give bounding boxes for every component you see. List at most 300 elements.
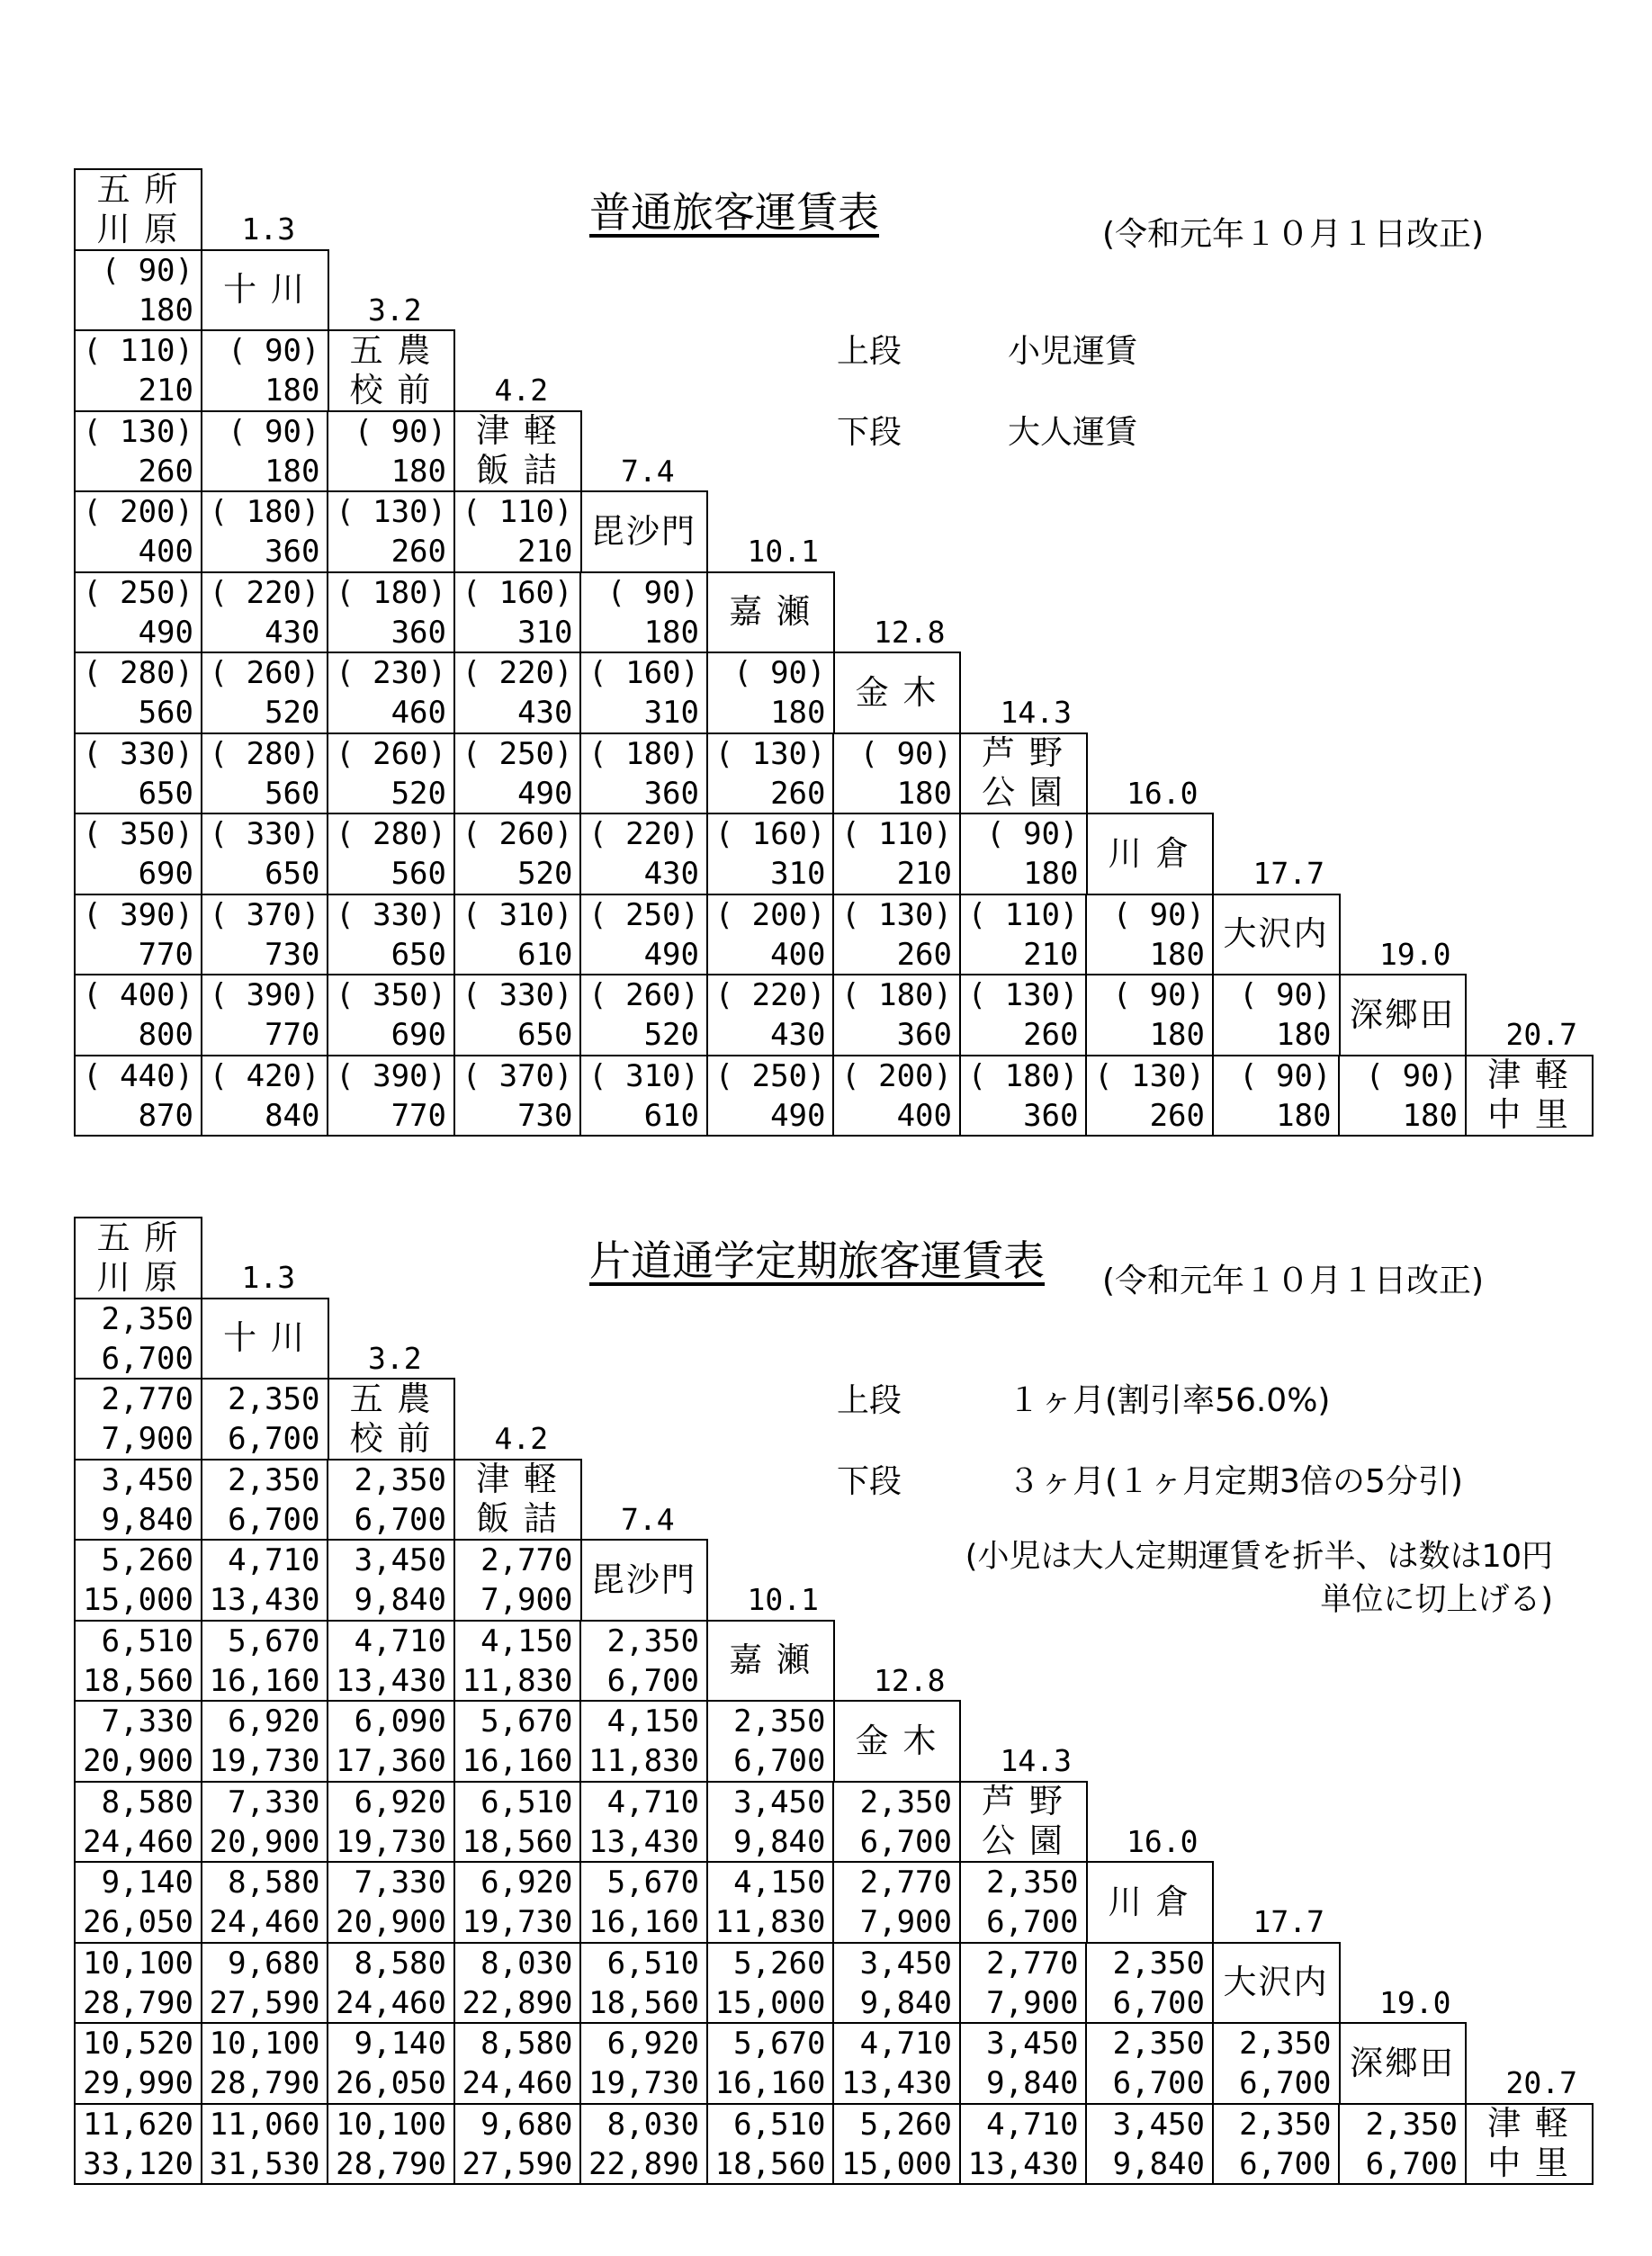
fare-upper-value: ( 220) [588, 816, 699, 852]
fare-cell [201, 571, 329, 654]
fare-upper-value: ( 230) [336, 655, 446, 691]
fare-upper-value: 2,350 [1239, 2106, 1332, 2143]
fare-upper-value: ( 90) [859, 735, 952, 772]
fare-cell [74, 1781, 202, 1864]
fare-upper-value: ( 200) [714, 896, 826, 933]
distance-label: 10.1 [747, 1582, 819, 1617]
fare-upper-value: 10,100 [83, 1945, 193, 1982]
fare-cell [832, 1055, 961, 1137]
fare-cell [579, 1781, 708, 1864]
fare-upper-value: 8,580 [228, 1865, 320, 1901]
station-cell: 津 軽 飯 詰 [453, 1459, 582, 1541]
fare-upper-value: ( 330) [462, 977, 573, 1013]
fare-cell [453, 2022, 582, 2105]
fare-upper-value: 7,330 [354, 1865, 446, 1901]
fare-cell [959, 1861, 1088, 1944]
fare-upper-value: ( 160) [588, 655, 699, 691]
fare-cell [201, 813, 329, 895]
fare-lower-value: 430 [517, 695, 573, 731]
fare-cell [453, 894, 582, 976]
fare-lower-value: 730 [265, 936, 320, 973]
fare-upper-value: 2,770 [986, 1945, 1079, 1982]
fare-lower-value: 210 [1023, 936, 1079, 973]
fare-cell [201, 1620, 329, 1703]
fare-lower-value: 650 [391, 936, 446, 973]
fare-cell [579, 1942, 708, 2025]
fare-lower-value: 260 [896, 936, 952, 973]
fare-lower-value: 26,050 [336, 2065, 446, 2101]
fare-upper-value: 8,030 [480, 1945, 573, 1982]
fare-cell [327, 1700, 455, 1783]
fare-cell [74, 410, 202, 493]
fare-upper-value: 7,330 [101, 1703, 193, 1739]
fare-lower-value: 490 [517, 775, 573, 812]
fare-upper-value: 4,710 [859, 2026, 952, 2062]
station-cell: 毘沙門 [579, 1539, 708, 1622]
fare-upper-value: 5,260 [859, 2106, 952, 2143]
fare-upper-value: 9,680 [480, 2106, 573, 2143]
fare-lower-value: 770 [265, 1017, 320, 1053]
fare-upper-value: 5,260 [101, 1542, 193, 1578]
fare-cell [959, 1942, 1088, 2025]
fare-upper-value: ( 200) [83, 494, 193, 530]
fare-upper-value: ( 390) [83, 896, 193, 933]
fare-upper-value: 5,670 [733, 2026, 826, 2062]
fare-cell [1338, 1055, 1467, 1137]
fare-cell [453, 2103, 582, 2186]
fare-lower-value: 520 [391, 775, 446, 812]
fare-upper-value: 8,580 [480, 2026, 573, 2062]
distance-label: 16.0 [1127, 1823, 1199, 1859]
fare-cell [959, 2022, 1088, 2105]
fare-cell [74, 894, 202, 976]
fare-cell [327, 1942, 455, 2025]
fare-upper-value: 2,350 [1239, 2026, 1332, 2062]
fare-upper-value: ( 90) [1112, 896, 1205, 933]
fare-cell [706, 1861, 835, 1944]
distance-label: 17.7 [1252, 856, 1324, 891]
fare-lower-value: 490 [643, 936, 699, 973]
fare-upper-value: ( 370) [209, 896, 320, 933]
fare-upper-value: ( 250) [588, 896, 699, 933]
fare-upper-value: 2,350 [606, 1622, 699, 1659]
fare-lower-value: 6,700 [859, 1823, 952, 1860]
fare-lower-value: 360 [391, 614, 446, 651]
fare-upper-value: ( 400) [83, 977, 193, 1013]
fare-cell [1212, 1055, 1341, 1137]
fare-cell [579, 1700, 708, 1783]
fare-lower-value: 650 [517, 1017, 573, 1053]
fare-upper-value: 2,770 [480, 1542, 573, 1578]
distance-label: 3.2 [368, 1340, 422, 1376]
fare-upper-value: 9,140 [354, 2026, 446, 2062]
fare-cell [453, 490, 582, 573]
fare-upper-value: ( 260) [209, 655, 320, 691]
fare-lower-value: 19,730 [336, 1823, 446, 1860]
fare-cell [706, 1700, 835, 1783]
fare-cell [832, 1942, 961, 2025]
fare-cell [74, 249, 202, 332]
fare-lower-value: 11,830 [462, 1662, 573, 1699]
legend-lower-label: 下段 [837, 414, 902, 451]
fare-lower-value: 800 [138, 1017, 193, 1053]
fare-lower-value: 6,700 [228, 1421, 320, 1457]
fare-cell [706, 2022, 835, 2105]
fare-lower-value: 180 [896, 775, 952, 812]
fare-upper-value: 8,580 [101, 1784, 193, 1820]
fare-lower-value: 180 [1402, 1097, 1458, 1134]
fare-upper-value: ( 160) [462, 574, 573, 611]
distance-label: 17.7 [1252, 1904, 1324, 1939]
fare-lower-value: 9,840 [986, 2065, 1079, 2101]
fare-lower-value: 13,430 [588, 1823, 699, 1860]
fare-lower-value: 15,000 [714, 1984, 826, 2021]
distance-label: 4.2 [494, 373, 549, 408]
fare-cell [959, 1055, 1088, 1137]
station-cell: 五 農 校 前 [327, 1378, 455, 1461]
fare-cell [1085, 974, 1214, 1056]
fare-upper-value: ( 220) [209, 574, 320, 611]
fare-lower-value: 9,840 [354, 1582, 446, 1618]
fare-cell [201, 1539, 329, 1622]
fare-upper-value: ( 180) [336, 574, 446, 611]
fare-cell [201, 490, 329, 573]
fare-lower-value: 180 [138, 292, 193, 328]
fare-upper-value: 3,450 [1112, 2106, 1205, 2143]
legend-lower [837, 407, 1137, 453]
fare-upper-value: ( 260) [462, 816, 573, 852]
fare-upper-value: ( 110) [841, 816, 952, 852]
fare-upper-value: 9,680 [228, 1945, 320, 1982]
legend-upper-label: 上段 [837, 1382, 902, 1419]
fare-upper-value: 6,920 [606, 2026, 699, 2062]
fare-upper-value: ( 130) [967, 977, 1079, 1013]
fare-lower-value: 28,790 [336, 2145, 446, 2182]
fare-cell [1338, 2103, 1467, 2186]
fare-lower-value: 15,000 [841, 2145, 952, 2182]
fare-upper-value: ( 260) [588, 977, 699, 1013]
fare-cell [74, 1298, 202, 1380]
fare-upper-value: 5,670 [480, 1703, 573, 1739]
fare-upper-value: ( 90) [1239, 977, 1332, 1013]
station-cell: 毘沙門 [579, 490, 708, 573]
fare-cell [1212, 2103, 1341, 2186]
fare-cell [74, 2103, 202, 2186]
fare-upper-value: ( 280) [209, 735, 320, 772]
fare-upper-value: ( 90) [733, 655, 826, 691]
fare-upper-value: 4,150 [606, 1703, 699, 1739]
fare-cell [327, 813, 455, 895]
fare-cell [201, 733, 329, 815]
distance-label: 14.3 [1000, 695, 1072, 730]
fare-upper-value: ( 250) [83, 574, 193, 611]
distance-label: 1.3 [241, 211, 296, 247]
fare-lower-value: 430 [643, 856, 699, 892]
fare-cell [453, 652, 582, 734]
fare-cell [579, 974, 708, 1056]
revision-date: (令和元年１０月１日改正) [1102, 216, 1485, 253]
legend-lower-text: 大人運賃 [1008, 414, 1138, 451]
fare-lower-value: 690 [138, 856, 193, 892]
fare-lower-value: 520 [517, 856, 573, 892]
station-cell: 川 倉 [1085, 1861, 1214, 1944]
station-cell: 大沢内 [1212, 894, 1341, 976]
fare-lower-value: 260 [391, 534, 446, 570]
fare-lower-value: 260 [1149, 1097, 1205, 1134]
fare-cell [201, 2022, 329, 2105]
fare-upper-value: 11,060 [209, 2106, 320, 2143]
fare-lower-value: 400 [138, 534, 193, 570]
fare-cell [1085, 894, 1214, 976]
station-cell: 深郷田 [1338, 2022, 1467, 2105]
fare-lower-value: 180 [1149, 1017, 1205, 1053]
fare-upper-value: 10,100 [336, 2106, 446, 2143]
fare-upper-value: 2,350 [1365, 2106, 1458, 2143]
station-cell: 深郷田 [1338, 974, 1467, 1056]
fare-cell [74, 1539, 202, 1622]
fare-cell [832, 2022, 961, 2105]
legend-lower-text: ３ヶ月(１ヶ月定期3倍の5分引) [1008, 1463, 1463, 1500]
fare-lower-value: 180 [1023, 856, 1079, 892]
fare-cell [579, 733, 708, 815]
fare-lower-value: 260 [770, 775, 826, 812]
fare-cell [832, 813, 961, 895]
station-cell: 大沢内 [1212, 1942, 1341, 2025]
legend-upper-label: 上段 [837, 333, 902, 370]
fare-upper-value: 11,620 [83, 2106, 193, 2143]
fare-upper-value: ( 180) [209, 494, 320, 530]
fare-upper-value: ( 110) [462, 494, 573, 530]
fare-upper-value: 2,350 [986, 1865, 1079, 1901]
fare-upper-value: ( 390) [209, 977, 320, 1013]
fare-lower-value: 180 [643, 614, 699, 651]
fare-cell [453, 733, 582, 815]
fare-upper-value: 3,450 [354, 1542, 446, 1578]
fare-lower-value: 16,160 [714, 2065, 826, 2101]
fare-cell [327, 1539, 455, 1622]
fare-cell [706, 1942, 835, 2025]
fare-upper-value: 6,510 [733, 2106, 826, 2143]
fare-lower-value: 6,700 [228, 1501, 320, 1538]
fare-upper-value: ( 330) [209, 816, 320, 852]
fare-lower-value: 870 [138, 1097, 193, 1134]
fare-upper-value: ( 330) [83, 735, 193, 772]
fare-cell [453, 1942, 582, 2025]
fare-cell [579, 2022, 708, 2105]
fare-cell [1085, 2022, 1214, 2105]
fare-cell [1212, 974, 1341, 1056]
fare-lower-value: 17,360 [336, 1743, 446, 1779]
fare-cell [706, 2103, 835, 2186]
legend-lower [837, 1456, 1463, 1502]
fare-lower-value: 430 [265, 614, 320, 651]
fare-upper-value: 8,580 [354, 1945, 446, 1982]
fare-cell [201, 1781, 329, 1864]
fare-lower-value: 18,560 [462, 1823, 573, 1860]
fare-cell [74, 571, 202, 654]
fare-upper-value: ( 420) [209, 1057, 320, 1094]
fare-lower-value: 6,700 [733, 1743, 826, 1779]
fare-lower-value: 18,560 [714, 2145, 826, 2182]
page-title: 片道通学定期旅客運賃表 [589, 1236, 1045, 1285]
fare-upper-value: ( 200) [841, 1057, 952, 1094]
distance-label: 7.4 [621, 453, 675, 489]
fare-cell [74, 490, 202, 573]
fare-lower-value: 180 [1276, 1097, 1332, 1134]
fare-cell [327, 1620, 455, 1703]
fare-cell [74, 974, 202, 1056]
fare-upper-value: ( 90) [986, 816, 1079, 852]
fare-upper-value: 4,150 [480, 1622, 573, 1659]
fare-upper-value: 4,710 [986, 2106, 1079, 2143]
fare-lower-value: 6,700 [101, 1340, 193, 1377]
station-cell: 川 倉 [1085, 813, 1214, 895]
station-cell: 芦 野 公 園 [959, 1781, 1088, 1864]
fare-lower-value: 770 [138, 936, 193, 973]
fare-cell [74, 813, 202, 895]
fare-upper-value: 10,100 [209, 2026, 320, 2062]
fare-cell [201, 1055, 329, 1137]
fare-upper-value: 2,350 [1112, 2026, 1205, 2062]
station-cell: 津 軽 飯 詰 [453, 410, 582, 493]
fare-cell [327, 490, 455, 573]
station-cell: 五 農 校 前 [327, 329, 455, 412]
fare-cell [327, 1861, 455, 1944]
fare-cell [327, 2022, 455, 2105]
fare-upper-value: 2,350 [1112, 1945, 1205, 1982]
fare-lower-value: 22,890 [588, 2145, 699, 2182]
child-fare-note [965, 1535, 1553, 1622]
fare-lower-value: 9,840 [101, 1501, 193, 1538]
fare-upper-value: ( 160) [714, 816, 826, 852]
distance-label: 16.0 [1127, 775, 1199, 811]
fare-upper-value: 9,140 [101, 1865, 193, 1901]
fare-cell [201, 1861, 329, 1944]
fare-cell [579, 813, 708, 895]
fare-cell [1212, 2022, 1341, 2105]
fare-lower-value: 24,460 [83, 1823, 193, 1860]
fare-cell [327, 652, 455, 734]
fare-cell [579, 1055, 708, 1137]
fare-upper-value: 6,920 [480, 1865, 573, 1901]
station-cell: 津 軽 中 里 [1465, 2103, 1594, 2186]
fare-cell [74, 1055, 202, 1137]
fare-lower-value: 7,900 [859, 1904, 952, 1940]
fare-upper-value: ( 90) [1112, 977, 1205, 1013]
fare-lower-value: 610 [643, 1097, 699, 1134]
fare-lower-value: 310 [770, 856, 826, 892]
legend-upper-text: 小児運賃 [1008, 333, 1138, 370]
fare-cell [1085, 1942, 1214, 2025]
fare-lower-value: 19,730 [209, 1743, 320, 1779]
distance-label: 12.8 [874, 614, 946, 650]
fare-upper-value: ( 130) [336, 494, 446, 530]
fare-upper-value: 3,450 [101, 1461, 193, 1498]
fare-upper-value: 6,510 [480, 1784, 573, 1820]
fare-lower-value: 180 [265, 373, 320, 409]
fare-upper-value: 6,510 [606, 1945, 699, 1982]
fare-cell [579, 2103, 708, 2186]
fare-upper-value: ( 260) [336, 735, 446, 772]
distance-label: 19.0 [1379, 936, 1451, 972]
fare-cell [832, 974, 961, 1056]
fare-lower-value: 9,840 [1112, 2145, 1205, 2182]
distance-label: 12.8 [874, 1662, 946, 1698]
fare-upper-value: 4,710 [606, 1784, 699, 1820]
fare-lower-value: 27,590 [462, 2145, 573, 2182]
fare-cell [579, 571, 708, 654]
fare-lower-value: 7,900 [986, 1984, 1079, 2021]
fare-cell [453, 1620, 582, 1703]
fare-lower-value: 560 [391, 856, 446, 892]
station-cell: 嘉 瀬 [706, 571, 835, 654]
fare-lower-value: 27,590 [209, 1984, 320, 2021]
fare-lower-value: 31,530 [209, 2145, 320, 2182]
fare-lower-value: 9,840 [859, 1984, 952, 2021]
fare-upper-value: ( 250) [714, 1057, 826, 1094]
fare-cell [959, 974, 1088, 1056]
fare-lower-value: 13,430 [841, 2065, 952, 2101]
station-cell: 五 所 川 原 [74, 168, 202, 251]
fare-lower-value: 6,700 [1112, 2065, 1205, 2101]
fare-lower-value: 18,560 [83, 1662, 193, 1699]
fare-lower-value: 15,000 [83, 1582, 193, 1618]
fare-cell [327, 410, 455, 493]
legend-lower-label: 下段 [837, 1463, 902, 1500]
fare-lower-value: 520 [643, 1017, 699, 1053]
fare-cell [74, 1861, 202, 1944]
fare-upper-value: ( 130) [714, 735, 826, 772]
fare-upper-value: 6,510 [101, 1622, 193, 1659]
fare-cell [832, 1781, 961, 1864]
fare-upper-value: 5,670 [228, 1622, 320, 1659]
fare-upper-value: ( 110) [967, 896, 1079, 933]
station-cell: 芦 野 公 園 [959, 733, 1088, 815]
fare-cell [327, 571, 455, 654]
fare-upper-value: 2,350 [354, 1461, 446, 1498]
fare-upper-value: 5,260 [733, 1945, 826, 1982]
fare-lower-value: 650 [138, 775, 193, 812]
distance-label: 20.7 [1505, 1017, 1577, 1052]
fare-cell [832, 2103, 961, 2186]
fare-lower-value: 690 [391, 1017, 446, 1053]
fare-upper-value: 5,670 [606, 1865, 699, 1901]
fare-upper-value: ( 330) [336, 896, 446, 933]
fare-lower-value: 22,890 [462, 1984, 573, 2021]
legend-upper [837, 1375, 1330, 1421]
fare-upper-value: ( 130) [1094, 1057, 1205, 1094]
fare-cell [579, 652, 708, 734]
fare-upper-value: 10,520 [83, 2026, 193, 2062]
fare-lower-value: 20,900 [83, 1743, 193, 1779]
station-cell: 十 川 [201, 249, 329, 332]
fare-lower-value: 6,700 [354, 1501, 446, 1538]
fare-lower-value: 360 [896, 1017, 952, 1053]
fare-lower-value: 20,900 [336, 1904, 446, 1940]
legend-upper-text: １ヶ月(割引率56.0%) [1008, 1382, 1331, 1419]
fare-cell [201, 2103, 329, 2186]
fare-lower-value: 310 [643, 695, 699, 731]
fare-lower-value: 13,430 [336, 1662, 446, 1699]
note-line: 単位に切上げる) [1320, 1582, 1553, 1618]
fare-cell [453, 571, 582, 654]
fare-upper-value: 6,920 [354, 1784, 446, 1820]
fare-cell [453, 1700, 582, 1783]
fare-lower-value: 16,160 [588, 1904, 699, 1940]
fare-lower-value: 400 [896, 1097, 952, 1134]
station-cell: 金 木 [832, 1700, 961, 1783]
fare-lower-value: 180 [265, 453, 320, 490]
